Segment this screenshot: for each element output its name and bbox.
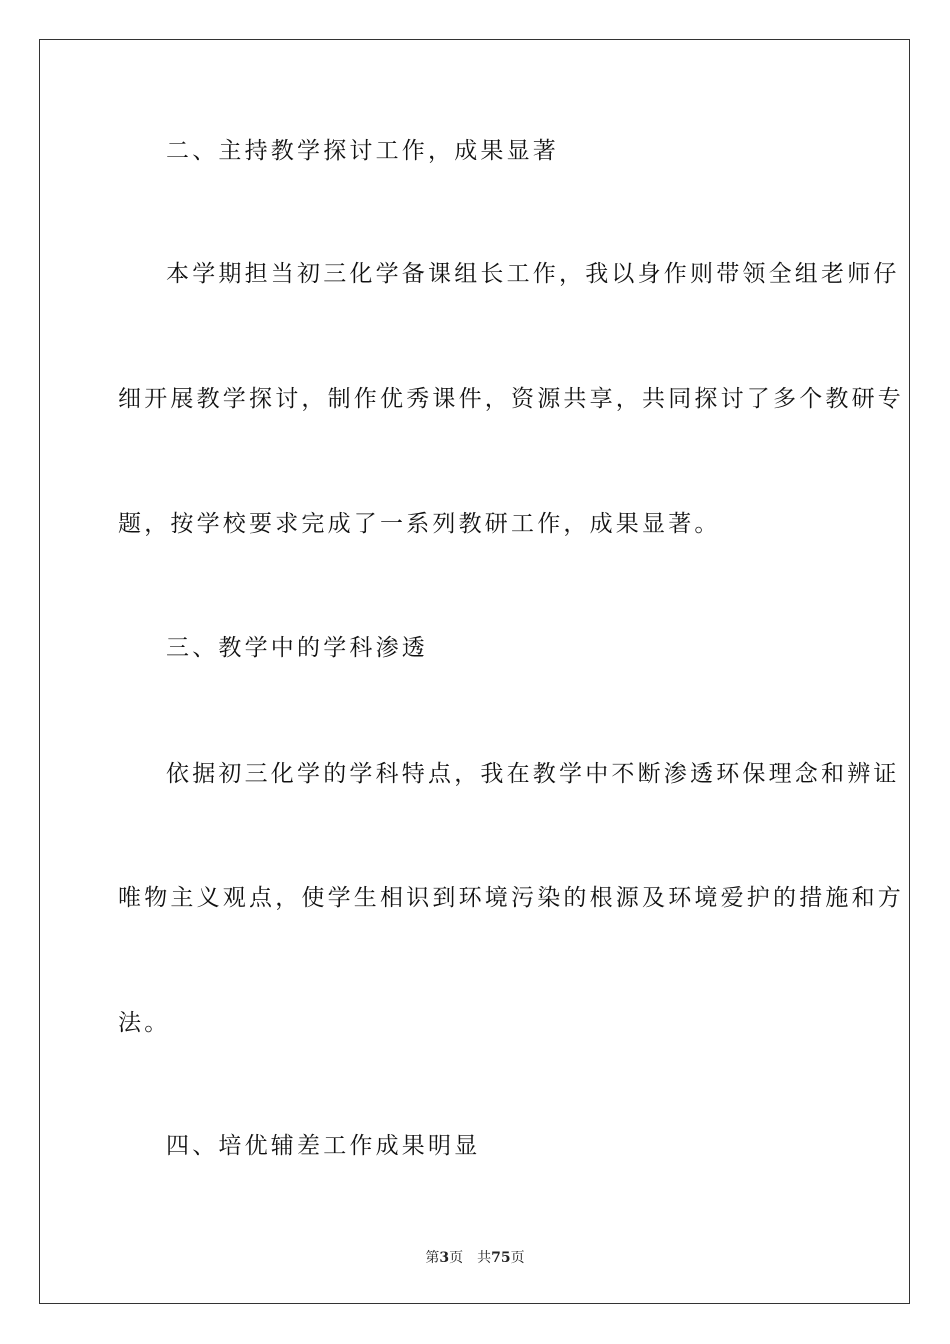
paragraph-line: 细开展教学探讨，制作优秀课件，资源共享，共同探讨了多个教研专 [118, 386, 904, 412]
page-prefix: 第 [425, 1250, 440, 1266]
paragraph-line: 唯物主义观点，使学生相识到环境污染的根源及环境爱护的措施和方 [118, 885, 904, 911]
section-heading-4: 四、培优辅差工作成果明显 [166, 1133, 481, 1159]
paragraph-line: 依据初三化学的学科特点，我在教学中不断渗透环保理念和辨证 [166, 761, 900, 787]
page-footer [0, 1247, 950, 1267]
section-heading-2: 二、主持教学探讨工作，成果显著 [166, 138, 559, 164]
paragraph-line: 本学期担当初三化学备课组长工作，我以身作则带领全组老师仔 [166, 261, 900, 287]
total-suffix: 页 [510, 1250, 525, 1266]
page-border [39, 39, 910, 1304]
paragraph-line: 题，按学校要求完成了一系列教研工作，成果显著。 [118, 511, 721, 537]
paragraph-line: 法。 [118, 1010, 171, 1036]
total-pages: 75 [491, 1250, 511, 1266]
page-suffix: 页 [449, 1250, 464, 1266]
section-heading-3: 三、教学中的学科渗透 [166, 635, 428, 661]
page-number: 3 [439, 1250, 450, 1266]
total-prefix: 共 [477, 1250, 492, 1266]
